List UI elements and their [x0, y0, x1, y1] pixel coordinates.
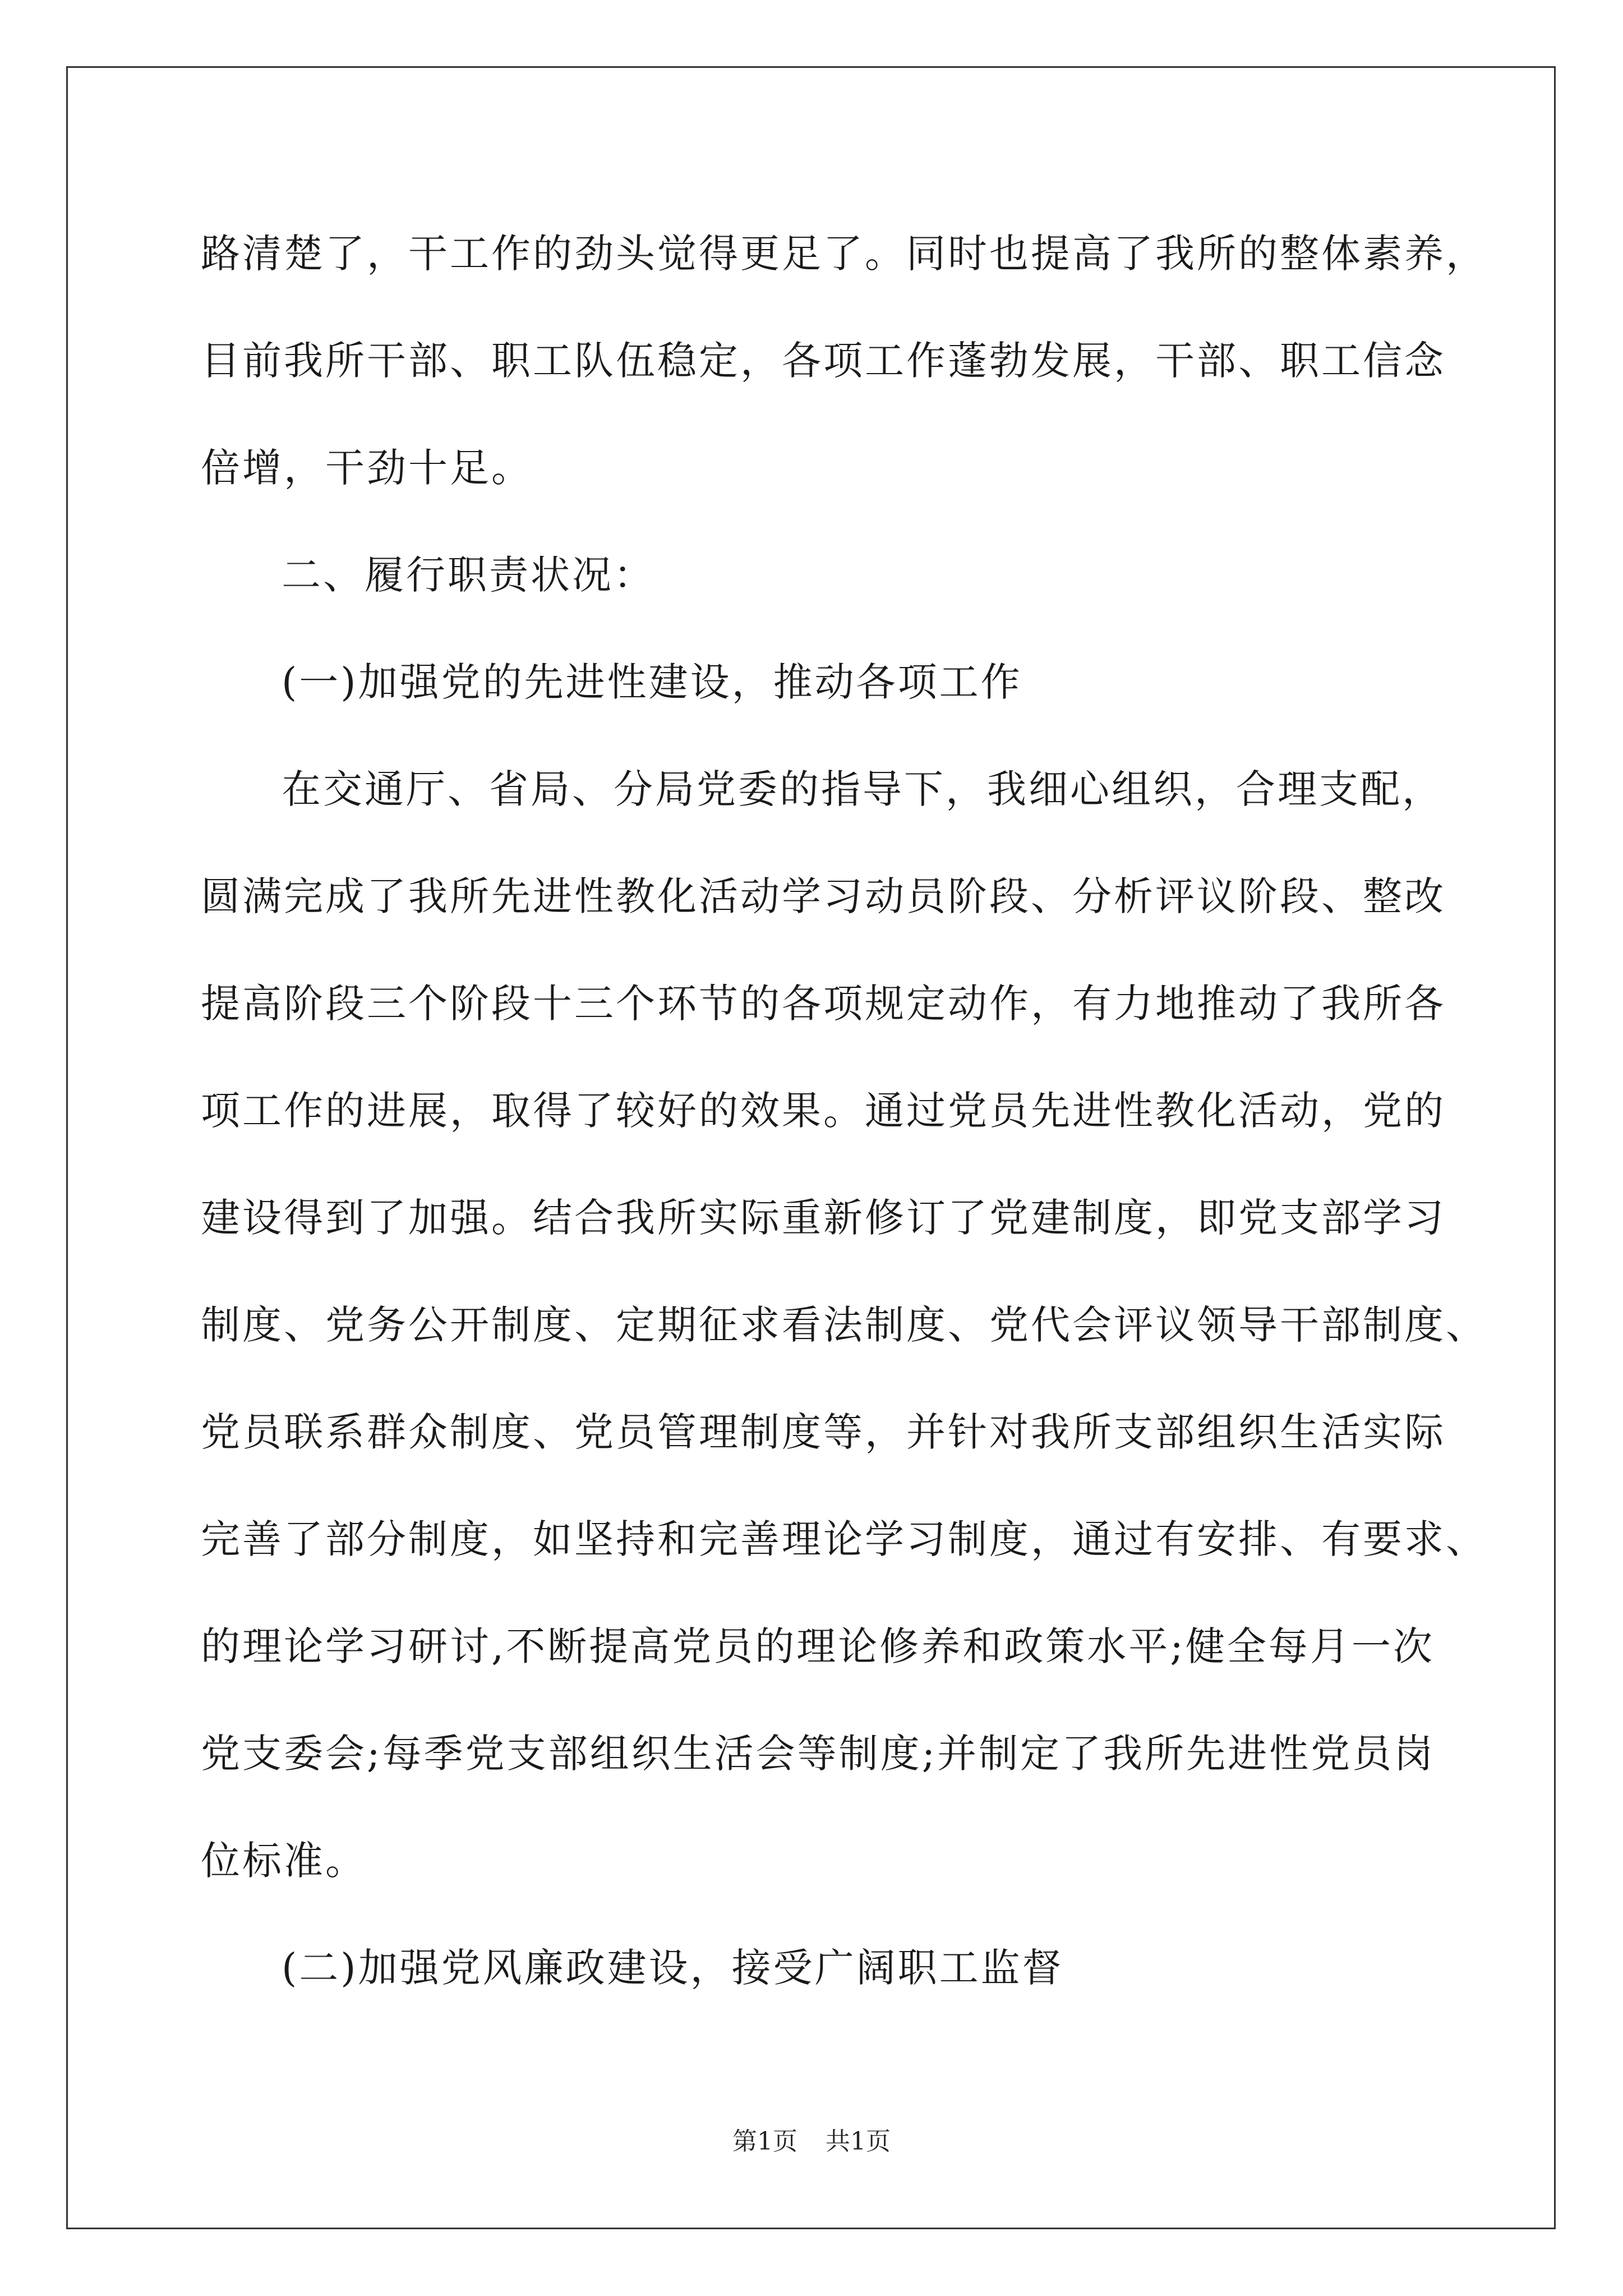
text-line-13: 完善了部分制度，如坚持和完善理论学习制度，通过有安排、有要求、: [201, 1516, 1487, 1562]
text-line-10: 建设得到了加强。结合我所实际重新修订了党建制度，即党支部学习: [201, 1195, 1446, 1241]
text-line-2: 目前我所干部、职工队伍稳定，各项工作蓬勃发展，干部、职工信念: [201, 338, 1446, 384]
text-line-14: 的理论学习研讨,不断提高党员的理论修养和政策水平;健全每月一次: [201, 1623, 1435, 1669]
page-footer: [0, 2125, 1623, 2159]
text-line-11: 制度、党务公开制度、定期征求看法制度、党代会评议领导干部制度、: [201, 1302, 1487, 1348]
text-line-7: 圆满完成了我所先进性教化活动学习动员阶段、分析评议阶段、整改: [201, 873, 1446, 919]
page-total: 共1页: [826, 2127, 891, 2156]
text-line-12: 党员联系群众制度、党员管理制度等，并针对我所支部组织生活实际: [201, 1409, 1446, 1455]
text-line-15: 党支委会;每季党支部组织生活会等制度;并制定了我所先进性党员岗: [201, 1731, 1436, 1777]
subsection-heading-2: (二)加强党风廉政建设，接受广阔职工监督: [282, 1945, 1064, 1991]
text-line-1: 路清楚了，干工作的劲头觉得更足了。同时也提高了我所的整体素养，: [201, 231, 1487, 277]
text-line-16: 位标准。: [201, 1838, 367, 1884]
text-line-8: 提高阶段三个阶段十三个环节的各项规定动作，有力地推动了我所各: [201, 981, 1446, 1027]
subsection-heading-1: (一)加强党的先进性建设，推动各项工作: [282, 659, 1022, 705]
section-heading-2: 二、履行职责状况：: [282, 552, 655, 598]
page-number: 第1页: [732, 2127, 797, 2156]
text-line-9: 项工作的进展，取得了较好的效果。通过党员先进性教化活动，党的: [201, 1088, 1446, 1134]
text-line-3: 倍增，干劲十足。: [201, 445, 533, 491]
text-line-6: 在交通厅、省局、分局党委的指导下，我细心组织，合理支配，: [282, 766, 1444, 812]
